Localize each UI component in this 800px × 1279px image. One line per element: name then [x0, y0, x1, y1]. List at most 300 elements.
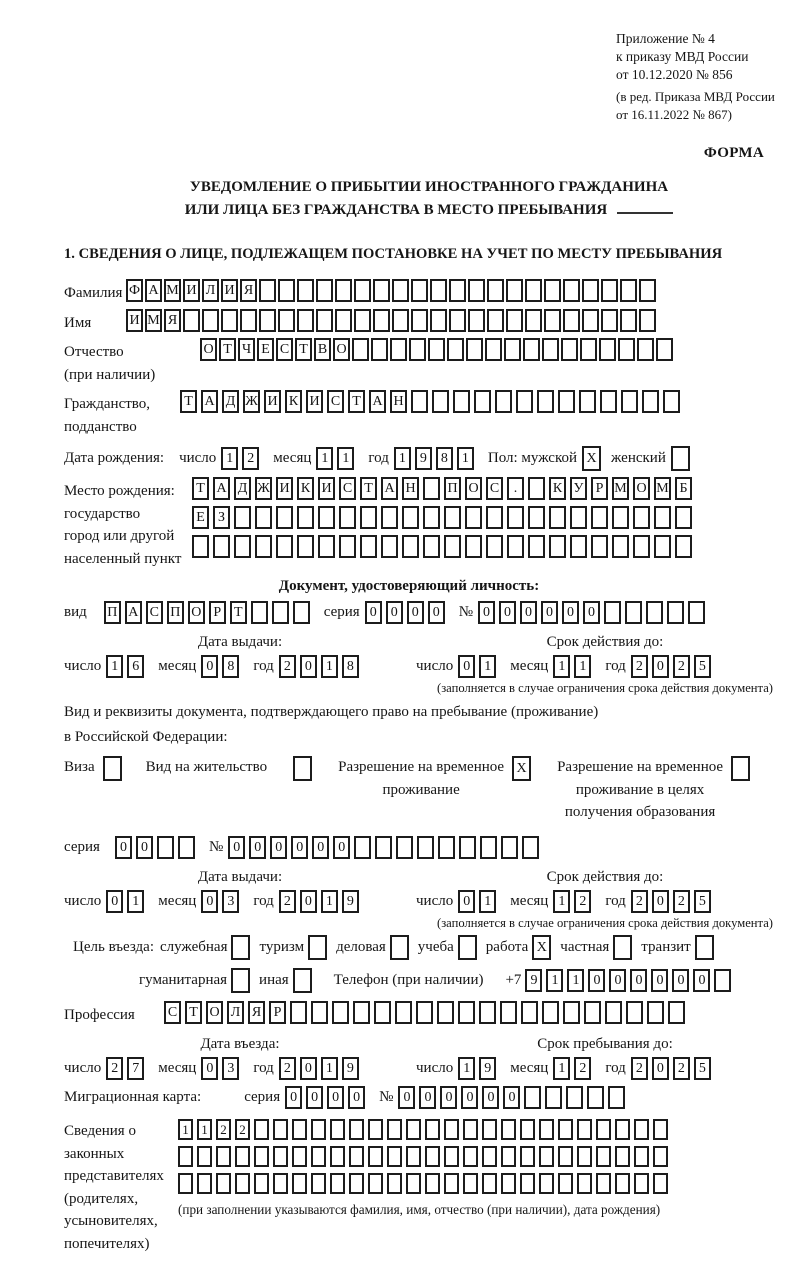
- char-cell: [411, 279, 428, 302]
- issue1-day-cells: [106, 655, 148, 678]
- char-cell: [276, 535, 293, 558]
- visit-purpose-row: [64, 935, 794, 960]
- char-cell: [463, 1119, 478, 1140]
- char-cell: 0: [291, 836, 308, 859]
- char-cell: [522, 836, 539, 859]
- char-cell: [596, 1146, 611, 1167]
- char-cell: [396, 836, 413, 859]
- char-cell: А: [125, 601, 142, 624]
- residence-permit-checkbox: [293, 756, 312, 781]
- char-cell: 2: [574, 1057, 591, 1080]
- char-cell: О: [200, 338, 217, 361]
- char-cell: 0: [201, 1057, 218, 1080]
- phone-prefix: +7: [505, 971, 522, 988]
- char-cell: [591, 506, 608, 529]
- char-cell: Т: [185, 1001, 202, 1024]
- char-cell: [293, 601, 310, 624]
- permit-series-cells: [115, 836, 199, 859]
- char-cell: 1: [178, 1119, 193, 1140]
- char-cell: 0: [249, 836, 266, 859]
- revision-line: от 16.11.2022 № 867): [616, 106, 733, 122]
- char-cell: [381, 535, 398, 558]
- char-cell: [297, 506, 314, 529]
- char-cell: [330, 1146, 345, 1167]
- char-cell: [234, 535, 251, 558]
- char-cell: [425, 1173, 440, 1194]
- citizenship-label: Гражданство, подданство: [64, 396, 151, 435]
- char-cell: 0: [672, 969, 689, 992]
- char-cell: [637, 338, 654, 361]
- issue1-year-cells: [279, 655, 363, 678]
- char-cell: [459, 836, 476, 859]
- char-cell: [255, 506, 272, 529]
- char-cell: [178, 1173, 193, 1194]
- char-cell: 0: [458, 655, 475, 678]
- char-cell: [482, 1146, 497, 1167]
- char-cell: [600, 390, 617, 413]
- char-cell: П: [444, 477, 461, 500]
- char-cell: [259, 279, 276, 302]
- char-cell: [465, 535, 482, 558]
- char-cell: [273, 1119, 288, 1140]
- char-cell: [368, 1119, 383, 1140]
- char-cell: [318, 535, 335, 558]
- visa-checkbox: [103, 756, 122, 781]
- char-cell: [292, 1146, 307, 1167]
- valid1-month-cells: [553, 655, 595, 678]
- char-cell: Т: [360, 477, 377, 500]
- char-cell: 0: [461, 1086, 478, 1109]
- char-cell: [449, 309, 466, 332]
- char-cell: [537, 390, 554, 413]
- char-cell: [466, 338, 483, 361]
- char-cell: [539, 1146, 554, 1167]
- temp-permit-label: Разрешение на временное проживание: [338, 759, 505, 798]
- char-cell: [563, 279, 580, 302]
- appendix-block: [616, 30, 796, 123]
- char-cell: 1: [394, 447, 411, 470]
- char-cell: [647, 1001, 664, 1024]
- permit-series-row: [64, 836, 794, 859]
- char-cell: [501, 1119, 516, 1140]
- permit-dates: Дата выдачи: число 0 1 месяц 0 3 год 2 0 1 9 Срок действия до: число 0 1 месяц 1 2 год 2 0 2 5 (заполняется в случае ограничения срока действия документа): [64, 869, 794, 931]
- representatives-label: Сведения о законных представителях (родителях, усыновителях, попечителях): [64, 1123, 164, 1252]
- char-cell: 9: [415, 447, 432, 470]
- name-label: Имя: [64, 314, 92, 331]
- char-cell: С: [164, 1001, 181, 1024]
- char-cell: И: [264, 390, 281, 413]
- birth-year-cells: [394, 447, 478, 470]
- sex-male-checkbox: X: [582, 446, 601, 471]
- char-cell: [368, 1173, 383, 1194]
- char-cell: [354, 309, 371, 332]
- char-cell: 0: [365, 601, 382, 624]
- char-cell: 0: [333, 836, 350, 859]
- migration-series-label: серия: [244, 1089, 281, 1106]
- char-cell: 0: [300, 890, 317, 913]
- char-cell: [278, 309, 295, 332]
- char-cell: [465, 506, 482, 529]
- char-cell: [197, 1146, 212, 1167]
- char-cell: 0: [458, 890, 475, 913]
- char-cell: 0: [652, 655, 669, 678]
- char-cell: 0: [386, 601, 403, 624]
- char-cell: [387, 1119, 402, 1140]
- char-cell: И: [183, 279, 200, 302]
- char-cell: [500, 1001, 517, 1024]
- revision-line: (в ред. Приказа МВД России: [616, 89, 775, 105]
- char-cell: [506, 279, 523, 302]
- char-cell: [521, 1001, 538, 1024]
- birthdate-row: [64, 446, 794, 471]
- profession-cells: [164, 1001, 689, 1024]
- char-cell: С: [146, 601, 163, 624]
- char-cell: [487, 309, 504, 332]
- char-cell: [468, 279, 485, 302]
- entry-stay-dates: Дата въезда: число 2 7 месяц 0 3 год 2 0 1 9 Срок пребывания до: число 1 9 месяц 1 2 год 2 0 2 5: [64, 1036, 794, 1080]
- sex-male-label: Пол: мужской: [487, 450, 578, 467]
- char-cell: 2: [631, 1057, 648, 1080]
- stay-until-heading: Срок пребывания до:: [537, 1036, 673, 1053]
- char-cell: 1: [553, 655, 570, 678]
- char-cell: [381, 506, 398, 529]
- char-cell: [375, 836, 392, 859]
- char-cell: [178, 836, 195, 859]
- char-cell: П: [104, 601, 121, 624]
- char-cell: [584, 1001, 601, 1024]
- char-cell: [425, 1119, 440, 1140]
- purpose-business-label: деловая: [336, 938, 386, 955]
- char-cell: [625, 601, 642, 624]
- char-cell: 1: [197, 1119, 212, 1140]
- birthplace-label: Место рождения: государство город или другой населенный пункт: [64, 483, 182, 567]
- char-cell: [425, 1146, 440, 1167]
- char-cell: [213, 535, 230, 558]
- char-cell: Т: [295, 338, 312, 361]
- char-cell: [480, 836, 497, 859]
- char-cell: [621, 390, 638, 413]
- char-cell: [668, 1001, 685, 1024]
- permit-series-label: серия: [64, 838, 100, 855]
- birthplace-city-cells-2: [192, 535, 696, 558]
- char-cell: [591, 535, 608, 558]
- appendix-line: Приложение № 4: [616, 31, 715, 46]
- char-cell: [352, 338, 369, 361]
- char-cell: 0: [270, 836, 287, 859]
- purpose-tourism-checkbox: [308, 935, 327, 960]
- name-row: [64, 309, 794, 335]
- char-cell: А: [213, 477, 230, 500]
- char-cell: [549, 506, 566, 529]
- char-cell: 0: [693, 969, 710, 992]
- char-cell: [402, 506, 419, 529]
- char-cell: 2: [242, 447, 259, 470]
- char-cell: Ф: [126, 279, 143, 302]
- char-cell: 2: [631, 655, 648, 678]
- char-cell: [438, 836, 455, 859]
- char-cell: [423, 506, 440, 529]
- purpose-business-checkbox: [390, 935, 409, 960]
- char-cell: [387, 1173, 402, 1194]
- char-cell: [501, 1173, 516, 1194]
- doc-number-cells: [478, 601, 709, 624]
- char-cell: [373, 309, 390, 332]
- char-cell: 8: [436, 447, 453, 470]
- char-cell: 0: [440, 1086, 457, 1109]
- char-cell: 0: [201, 890, 218, 913]
- valid1-day-cells: [458, 655, 500, 678]
- residence-doc-line2: в Российской Федерации:: [64, 729, 228, 746]
- char-cell: 9: [479, 1057, 496, 1080]
- char-cell: [330, 1173, 345, 1194]
- char-cell: [663, 390, 680, 413]
- char-cell: [373, 279, 390, 302]
- char-cell: 2: [279, 890, 296, 913]
- char-cell: [368, 1146, 383, 1167]
- char-cell: Р: [269, 1001, 286, 1024]
- char-cell: Д: [222, 390, 239, 413]
- char-cell: 0: [652, 890, 669, 913]
- name-cells: [126, 309, 658, 332]
- permit-number-label: №: [208, 838, 224, 855]
- char-cell: Е: [257, 338, 274, 361]
- char-cell: 1: [316, 447, 333, 470]
- char-cell: [339, 535, 356, 558]
- char-cell: 8: [342, 655, 359, 678]
- char-cell: [411, 309, 428, 332]
- char-cell: [528, 477, 545, 500]
- issue2-heading: Дата выдачи:: [197, 868, 283, 885]
- char-cell: 9: [342, 1057, 359, 1080]
- char-cell: [633, 506, 650, 529]
- char-cell: [615, 1173, 630, 1194]
- char-cell: [633, 535, 650, 558]
- char-cell: 2: [279, 1057, 296, 1080]
- surname-label: Фамилия: [64, 285, 123, 302]
- char-cell: [639, 309, 656, 332]
- char-cell: [539, 1119, 554, 1140]
- char-cell: 0: [588, 969, 605, 992]
- char-cell: [654, 535, 671, 558]
- char-cell: [453, 390, 470, 413]
- char-cell: Л: [202, 279, 219, 302]
- char-cell: [549, 535, 566, 558]
- char-cell: [654, 506, 671, 529]
- char-cell: Р: [591, 477, 608, 500]
- char-cell: [297, 535, 314, 558]
- char-cell: 1: [321, 890, 338, 913]
- char-cell: [444, 1146, 459, 1167]
- char-cell: [579, 390, 596, 413]
- char-cell: 7: [127, 1057, 144, 1080]
- char-cell: [504, 338, 521, 361]
- purpose-work-label: работа: [485, 938, 529, 955]
- char-cell: [620, 309, 637, 332]
- blank-underline: [617, 201, 673, 214]
- char-cell: [601, 309, 618, 332]
- char-cell: [507, 535, 524, 558]
- char-cell: [318, 506, 335, 529]
- birth-month-cells: [316, 447, 358, 470]
- representatives-cells-1: [178, 1119, 672, 1140]
- char-cell: 1: [457, 447, 474, 470]
- entry-date-heading: Дата въезда:: [200, 1036, 280, 1053]
- char-cell: 0: [562, 601, 579, 624]
- char-cell: 2: [673, 1057, 690, 1080]
- char-cell: [561, 338, 578, 361]
- char-cell: [570, 535, 587, 558]
- residence-doc-line1: Вид и реквизиты документа, подтверждающего право на пребывание (проживание): [64, 704, 599, 721]
- char-cell: [501, 1146, 516, 1167]
- char-cell: [430, 279, 447, 302]
- char-cell: [570, 506, 587, 529]
- char-cell: [528, 535, 545, 558]
- char-cell: О: [465, 477, 482, 500]
- migration-series-cells: [285, 1086, 369, 1109]
- birthplace-row: [64, 477, 794, 570]
- char-cell: О: [633, 477, 650, 500]
- char-cell: [292, 1119, 307, 1140]
- char-cell: [612, 535, 629, 558]
- char-cell: [563, 309, 580, 332]
- char-cell: [311, 1146, 326, 1167]
- purpose-other-checkbox: [293, 968, 312, 993]
- char-cell: [221, 309, 238, 332]
- char-cell: С: [486, 477, 503, 500]
- char-cell: [339, 506, 356, 529]
- char-cell: 0: [520, 601, 537, 624]
- char-cell: [273, 1173, 288, 1194]
- char-cell: 8: [222, 655, 239, 678]
- char-cell: Я: [164, 309, 181, 332]
- char-cell: [516, 390, 533, 413]
- stay-year-cells: [631, 1057, 715, 1080]
- month-label: месяц: [273, 450, 312, 467]
- char-cell: 2: [631, 890, 648, 913]
- char-cell: [577, 1173, 592, 1194]
- issue2-year-cells: [279, 890, 363, 913]
- char-cell: [316, 309, 333, 332]
- char-cell: [558, 1146, 573, 1167]
- day-label: число: [179, 450, 217, 467]
- char-cell: 1: [321, 1057, 338, 1080]
- char-cell: [402, 535, 419, 558]
- issue2-month-cells: [201, 890, 243, 913]
- birthplace-city-cells-1: [192, 506, 696, 529]
- char-cell: [468, 309, 485, 332]
- purpose-transit-label: транзит: [641, 938, 691, 955]
- char-cell: [601, 279, 618, 302]
- char-cell: [542, 1001, 559, 1024]
- char-cell: [523, 338, 540, 361]
- char-cell: [353, 1001, 370, 1024]
- purpose-study-checkbox: [458, 935, 477, 960]
- char-cell: 0: [106, 890, 123, 913]
- identity-doc-heading: Документ, удостоверяющий личность:: [278, 578, 540, 595]
- migration-number-cells: [398, 1086, 629, 1109]
- char-cell: [254, 1146, 269, 1167]
- year-label: год: [368, 450, 389, 467]
- char-cell: [563, 1001, 580, 1024]
- char-cell: [235, 1146, 250, 1167]
- entry-month-cells: [201, 1057, 243, 1080]
- char-cell: [653, 1119, 668, 1140]
- char-cell: [577, 1119, 592, 1140]
- char-cell: И: [126, 309, 143, 332]
- char-cell: С: [276, 338, 293, 361]
- char-cell: И: [318, 477, 335, 500]
- char-cell: 9: [342, 890, 359, 913]
- patronymic-cells: [200, 338, 675, 361]
- char-cell: [297, 309, 314, 332]
- char-cell: [520, 1173, 535, 1194]
- char-cell: [406, 1173, 421, 1194]
- citizenship-row: [64, 390, 794, 438]
- char-cell: О: [188, 601, 205, 624]
- char-cell: А: [369, 390, 386, 413]
- char-cell: [714, 969, 731, 992]
- char-cell: [474, 390, 491, 413]
- char-cell: [360, 535, 377, 558]
- char-cell: И: [306, 390, 323, 413]
- char-cell: 1: [337, 447, 354, 470]
- char-cell: Т: [180, 390, 197, 413]
- char-cell: [447, 338, 464, 361]
- char-cell: [392, 279, 409, 302]
- char-cell: 5: [694, 1057, 711, 1080]
- purpose-official-label: служебная: [159, 938, 228, 955]
- char-cell: [482, 1119, 497, 1140]
- permit-number-cells: [228, 836, 543, 859]
- char-cell: [292, 1173, 307, 1194]
- char-cell: З: [213, 506, 230, 529]
- char-cell: [545, 1086, 562, 1109]
- char-cell: [374, 1001, 391, 1024]
- char-cell: [544, 309, 561, 332]
- phone-label: Телефон (при наличии): [333, 971, 484, 988]
- char-cell: [255, 535, 272, 558]
- char-cell: 0: [285, 1086, 302, 1109]
- char-cell: [432, 390, 449, 413]
- char-cell: 5: [694, 890, 711, 913]
- migration-card-row: [64, 1086, 794, 1109]
- char-cell: [620, 279, 637, 302]
- char-cell: [587, 1086, 604, 1109]
- char-cell: [688, 601, 705, 624]
- char-cell: Ч: [238, 338, 255, 361]
- section1-heading: 1. СВЕДЕНИЯ О ЛИЦЕ, ПОДЛЕЖАЩЕМ ПОСТАНОВКЕ НА УЧЕТ ПО МЕСТУ ПРЕБЫВАНИЯ: [64, 246, 723, 263]
- char-cell: [525, 309, 542, 332]
- char-cell: [639, 279, 656, 302]
- char-cell: [580, 338, 597, 361]
- char-cell: [463, 1146, 478, 1167]
- char-cell: [612, 506, 629, 529]
- char-cell: [506, 309, 523, 332]
- surname-cells: [126, 279, 658, 302]
- char-cell: Ж: [255, 477, 272, 500]
- char-cell: [558, 1173, 573, 1194]
- temp-permit-checkbox: X: [512, 756, 531, 781]
- char-cell: [582, 279, 599, 302]
- purpose-humanitarian-label: гуманитарная: [139, 971, 228, 988]
- char-cell: [615, 1119, 630, 1140]
- char-cell: 0: [482, 1086, 499, 1109]
- char-cell: 1: [553, 890, 570, 913]
- char-cell: В: [314, 338, 331, 361]
- char-cell: 0: [609, 969, 626, 992]
- char-cell: С: [327, 390, 344, 413]
- char-cell: Т: [348, 390, 365, 413]
